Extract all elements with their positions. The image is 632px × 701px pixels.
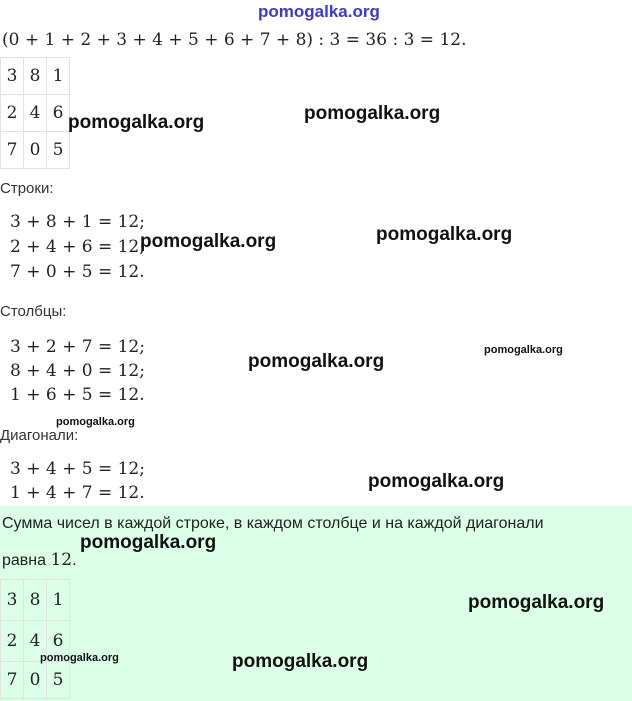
conclusion-end: . bbox=[72, 552, 77, 569]
grid-cell: 2 bbox=[1, 621, 24, 662]
watermark: pomogalka.org bbox=[304, 103, 441, 124]
grid-cell: 1 bbox=[47, 580, 70, 621]
grid-cell: 8 bbox=[24, 58, 47, 95]
grid-row bbox=[1, 580, 70, 621]
grid-cell: 6 bbox=[47, 95, 70, 132]
watermark: pomogalka.org bbox=[80, 532, 217, 553]
grid-cell: 3 bbox=[1, 58, 24, 95]
grid-cell: 5 bbox=[47, 662, 70, 699]
watermark: pomogalka.org bbox=[140, 231, 277, 252]
watermark: pomogalka.org bbox=[468, 592, 605, 613]
grid-row bbox=[1, 132, 70, 169]
magic-square-2 bbox=[0, 579, 70, 699]
watermark: pomogalka.org bbox=[368, 471, 505, 492]
sum-equation: (0 + 1 + 2 + 3 + 4 + 5 + 6 + 7 + 8) : 3 = 36 : 3 = 12. bbox=[2, 30, 467, 50]
grid-cell: 0 bbox=[24, 132, 47, 169]
watermark-top: pomogalka.org bbox=[258, 2, 380, 21]
row-equation: 3 + 8 + 1 = 12; bbox=[10, 212, 145, 232]
column-equation: 8 + 4 + 0 = 12; bbox=[10, 361, 145, 381]
watermark: pomogalka.org bbox=[232, 651, 369, 672]
row-equation: 7 + 0 + 5 = 12. bbox=[10, 262, 145, 282]
conclusion-value: 12 bbox=[50, 550, 73, 570]
grid-cell: 7 bbox=[1, 662, 24, 699]
watermark: pomogalka.org bbox=[68, 112, 205, 133]
columns-label: Столбцы: bbox=[0, 303, 67, 320]
grid-cell: 1 bbox=[47, 58, 70, 95]
grid-cell: 2 bbox=[1, 95, 24, 132]
diagonal-equation: 3 + 4 + 5 = 12; bbox=[10, 459, 145, 479]
conclusion-line-1: Сумма чисел в каждой строке, в каждом столбце и на каждой диагонали bbox=[2, 515, 544, 532]
watermark: pomogalka.org bbox=[484, 344, 563, 356]
grid-cell: 0 bbox=[24, 662, 47, 699]
grid-cell: 3 bbox=[1, 580, 24, 621]
watermark: pomogalka.org bbox=[376, 224, 513, 245]
watermark: pomogalka.org bbox=[56, 416, 135, 428]
magic-square-1 bbox=[0, 57, 70, 169]
watermark: pomogalka.org bbox=[248, 351, 385, 372]
grid-cell: 6 bbox=[47, 621, 70, 662]
column-equation: 1 + 6 + 5 = 12. bbox=[10, 385, 145, 405]
grid-row bbox=[1, 662, 70, 699]
rows-label: Строки: bbox=[0, 180, 54, 197]
grid-row bbox=[1, 58, 70, 95]
grid-cell: 4 bbox=[24, 621, 47, 662]
grid-cell: 8 bbox=[24, 580, 47, 621]
grid-row bbox=[1, 95, 70, 132]
row-equation: 2 + 4 + 6 = 12; bbox=[10, 237, 145, 257]
grid-cell: 5 bbox=[47, 132, 70, 169]
grid-cell: 4 bbox=[24, 95, 47, 132]
grid-cell: 7 bbox=[1, 132, 24, 169]
column-equation: 3 + 2 + 7 = 12; bbox=[10, 337, 145, 357]
conclusion-text: равна bbox=[2, 552, 51, 569]
diagonals-label: Диагонали: bbox=[0, 427, 79, 444]
watermark: pomogalka.org bbox=[40, 652, 119, 664]
conclusion-line-2 bbox=[2, 550, 77, 570]
diagonal-equation: 1 + 4 + 7 = 12. bbox=[10, 483, 145, 503]
